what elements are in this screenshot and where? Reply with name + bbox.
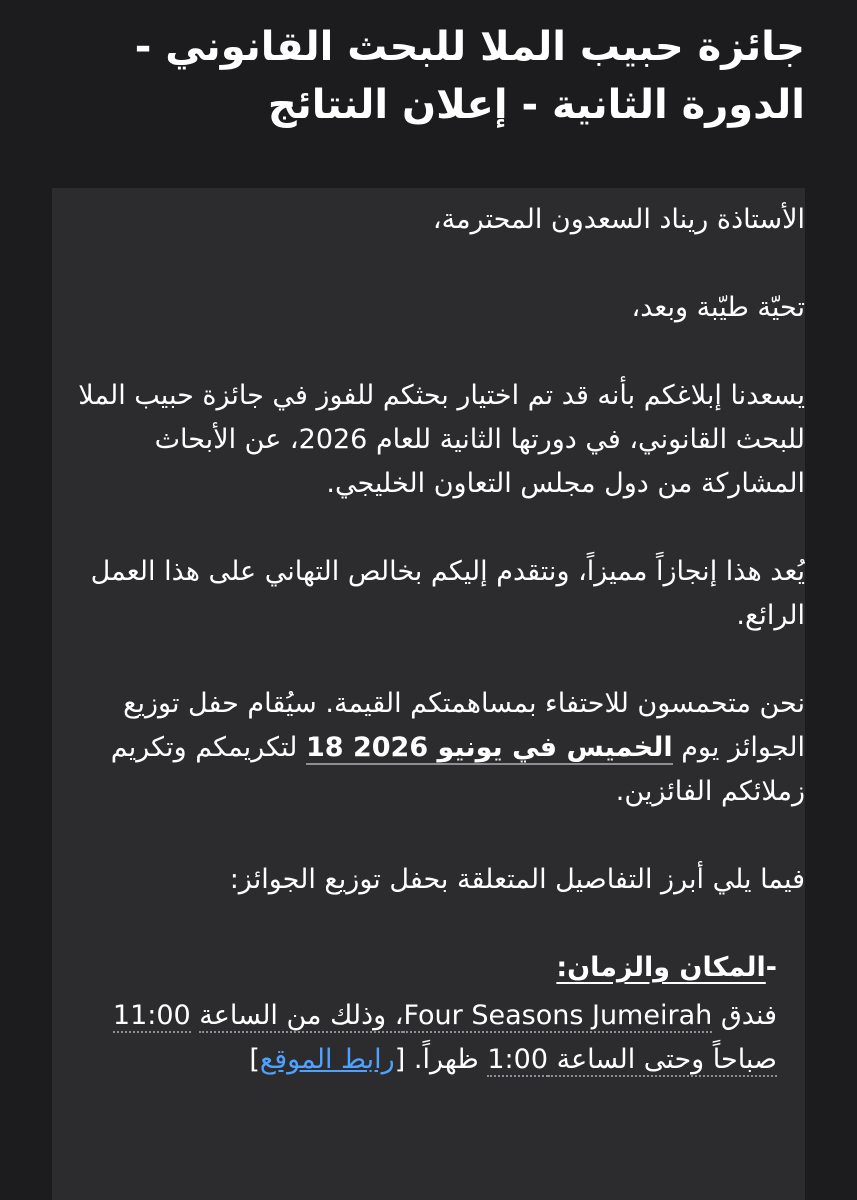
message-body — [52, 188, 805, 1200]
ceremony-text-start: نحن متحمسون للاحتفاء بمساهمتكم القيمة. سيُقام حفل توزيع الجوائز يوم — [123, 688, 805, 763]
venue-details — [60, 994, 777, 1082]
venue-time-end[interactable]: 1:00 — [487, 1044, 549, 1075]
ceremony-paragraph — [60, 682, 805, 814]
ceremony-day: الخميس — [566, 732, 673, 763]
link-bracket-close: ] — [249, 1044, 260, 1075]
link-bracket-open: [ — [394, 1044, 406, 1075]
salutation-line: تحيّة طيّبة وبعد، — [631, 292, 805, 323]
ceremony-date[interactable] — [306, 732, 673, 765]
congratulations-paragraph: يُعد هذا إنجازاً مميزاً، ونتقدم إليكم بخالص التهاني على هذا العمل الرائع. — [90, 556, 805, 631]
greeting-line: الأستاذة ريناد السعدون المحترمة، — [432, 204, 805, 235]
venue-time-text-2: صباحاً وحتى الساعة — [548, 1044, 777, 1075]
email-subject: جائزة حبيب الملا للبحث القانوني - الدورة الثانية - إعلان النتائج — [134, 24, 805, 128]
venue-time-text-1: ، وذلك من الساعة — [199, 1000, 404, 1031]
venue-name[interactable]: Four Seasons Jumeirah — [403, 1000, 713, 1031]
details-intro: فيما يلي أبرز التفاصيل المتعلقة بحفل توزيع الجوائز: — [229, 864, 805, 895]
announcement-paragraph: يسعدنا إبلاغكم بأنه قد تم اختيار بحثكم للفوز في جائزة حبيب الملا للبحث القانوني، في دورتها الثانية للعام 2026، عن الأبحاث المشاركة من دول مجلس التعاون الخليجي. — [78, 380, 805, 499]
ceremony-date-value: في يونيو 2026 18 — [305, 732, 567, 763]
map-link[interactable]: رابط الموقع — [259, 1044, 395, 1075]
venue-heading-dash: - — [765, 952, 777, 983]
venue-prefix: فندق — [712, 1000, 777, 1031]
venue-heading-text: المكان والزمان: — [556, 952, 766, 983]
venue-time-text-3: ظهراً. — [405, 1044, 488, 1075]
venue-time-start[interactable]: 11:00 — [112, 1000, 191, 1031]
ceremony-text-end: لتكريمكم وتكريم زملائكم الفائزين. — [110, 732, 805, 807]
venue-heading — [60, 946, 777, 990]
